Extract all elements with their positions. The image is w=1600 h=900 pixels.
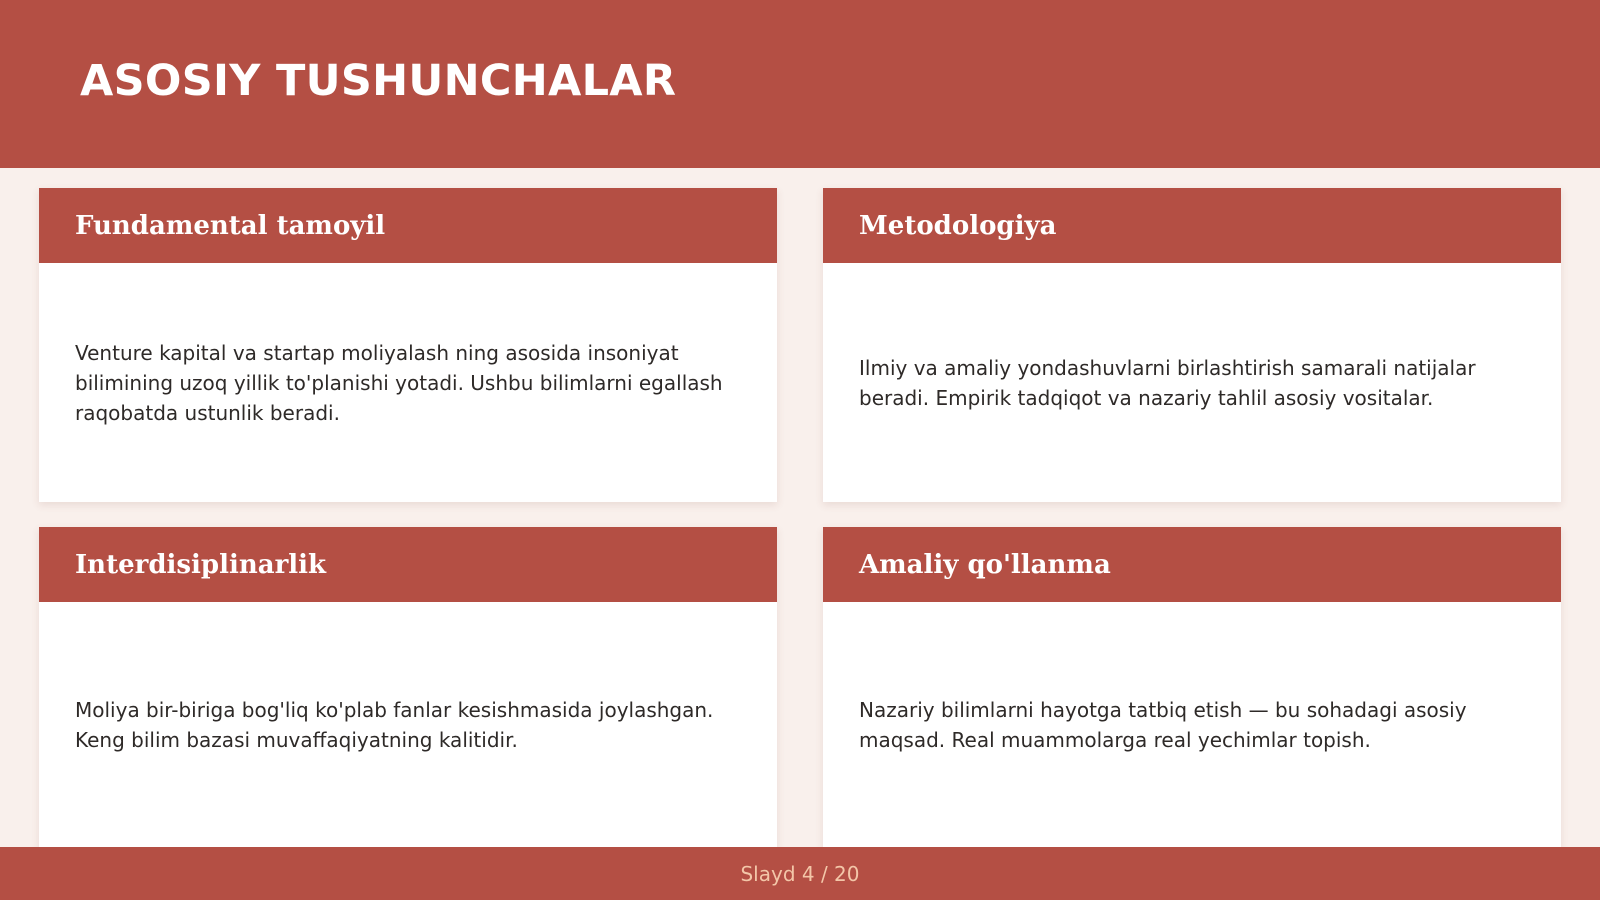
card-body: [39, 602, 777, 847]
card-body: [823, 602, 1561, 847]
slide-header: [0, 0, 1600, 168]
card-title: Metodologiya: [859, 210, 1057, 241]
slide-footer: [0, 847, 1600, 900]
slide-title: ASOSIY TUSHUNCHALAR: [80, 56, 677, 106]
card-body: [39, 263, 777, 502]
card-title: Fundamental tamoyil: [75, 210, 386, 241]
card-header: [823, 527, 1561, 602]
card-body: [823, 263, 1561, 502]
concept-card-interdisciplinary: [39, 527, 777, 847]
card-title: Interdisiplinarlik: [75, 549, 327, 580]
card-title: Amaliy qo'llanma: [859, 549, 1111, 580]
concept-card-methodology: [823, 188, 1561, 502]
card-text: Moliya bir-biriga bog'liq ko'plab fanlar kesishmasida joylashgan. Keng bilim bazasi muvaffaqiyatning kalitidir.: [75, 697, 714, 752]
card-text: Ilmiy va amaliy yondashuvlarni birlashtirish samarali natijalar beradi. Empirik tadqiqot va nazariy tahlil asosiy vositalar.: [859, 355, 1476, 410]
slide-counter: Slayd 4 / 20: [740, 861, 860, 886]
concept-card-practical: [823, 527, 1561, 847]
card-text: Nazariy bilimlarni hayotga tatbiq etish — bu sohadagi asosiy maqsad. Real muammolarga real yechimlar topish.: [859, 697, 1467, 752]
card-header: [39, 188, 777, 263]
concept-card-fundamental: [39, 188, 777, 502]
card-header: [823, 188, 1561, 263]
card-text: Venture kapital va startap moliyalash ning asosida insoniyat bilimining uzoq yillik to'planishi yotadi. Ushbu bilimlarni egallash raqobatda ustunlik beradi.: [75, 340, 723, 425]
card-header: [39, 527, 777, 602]
